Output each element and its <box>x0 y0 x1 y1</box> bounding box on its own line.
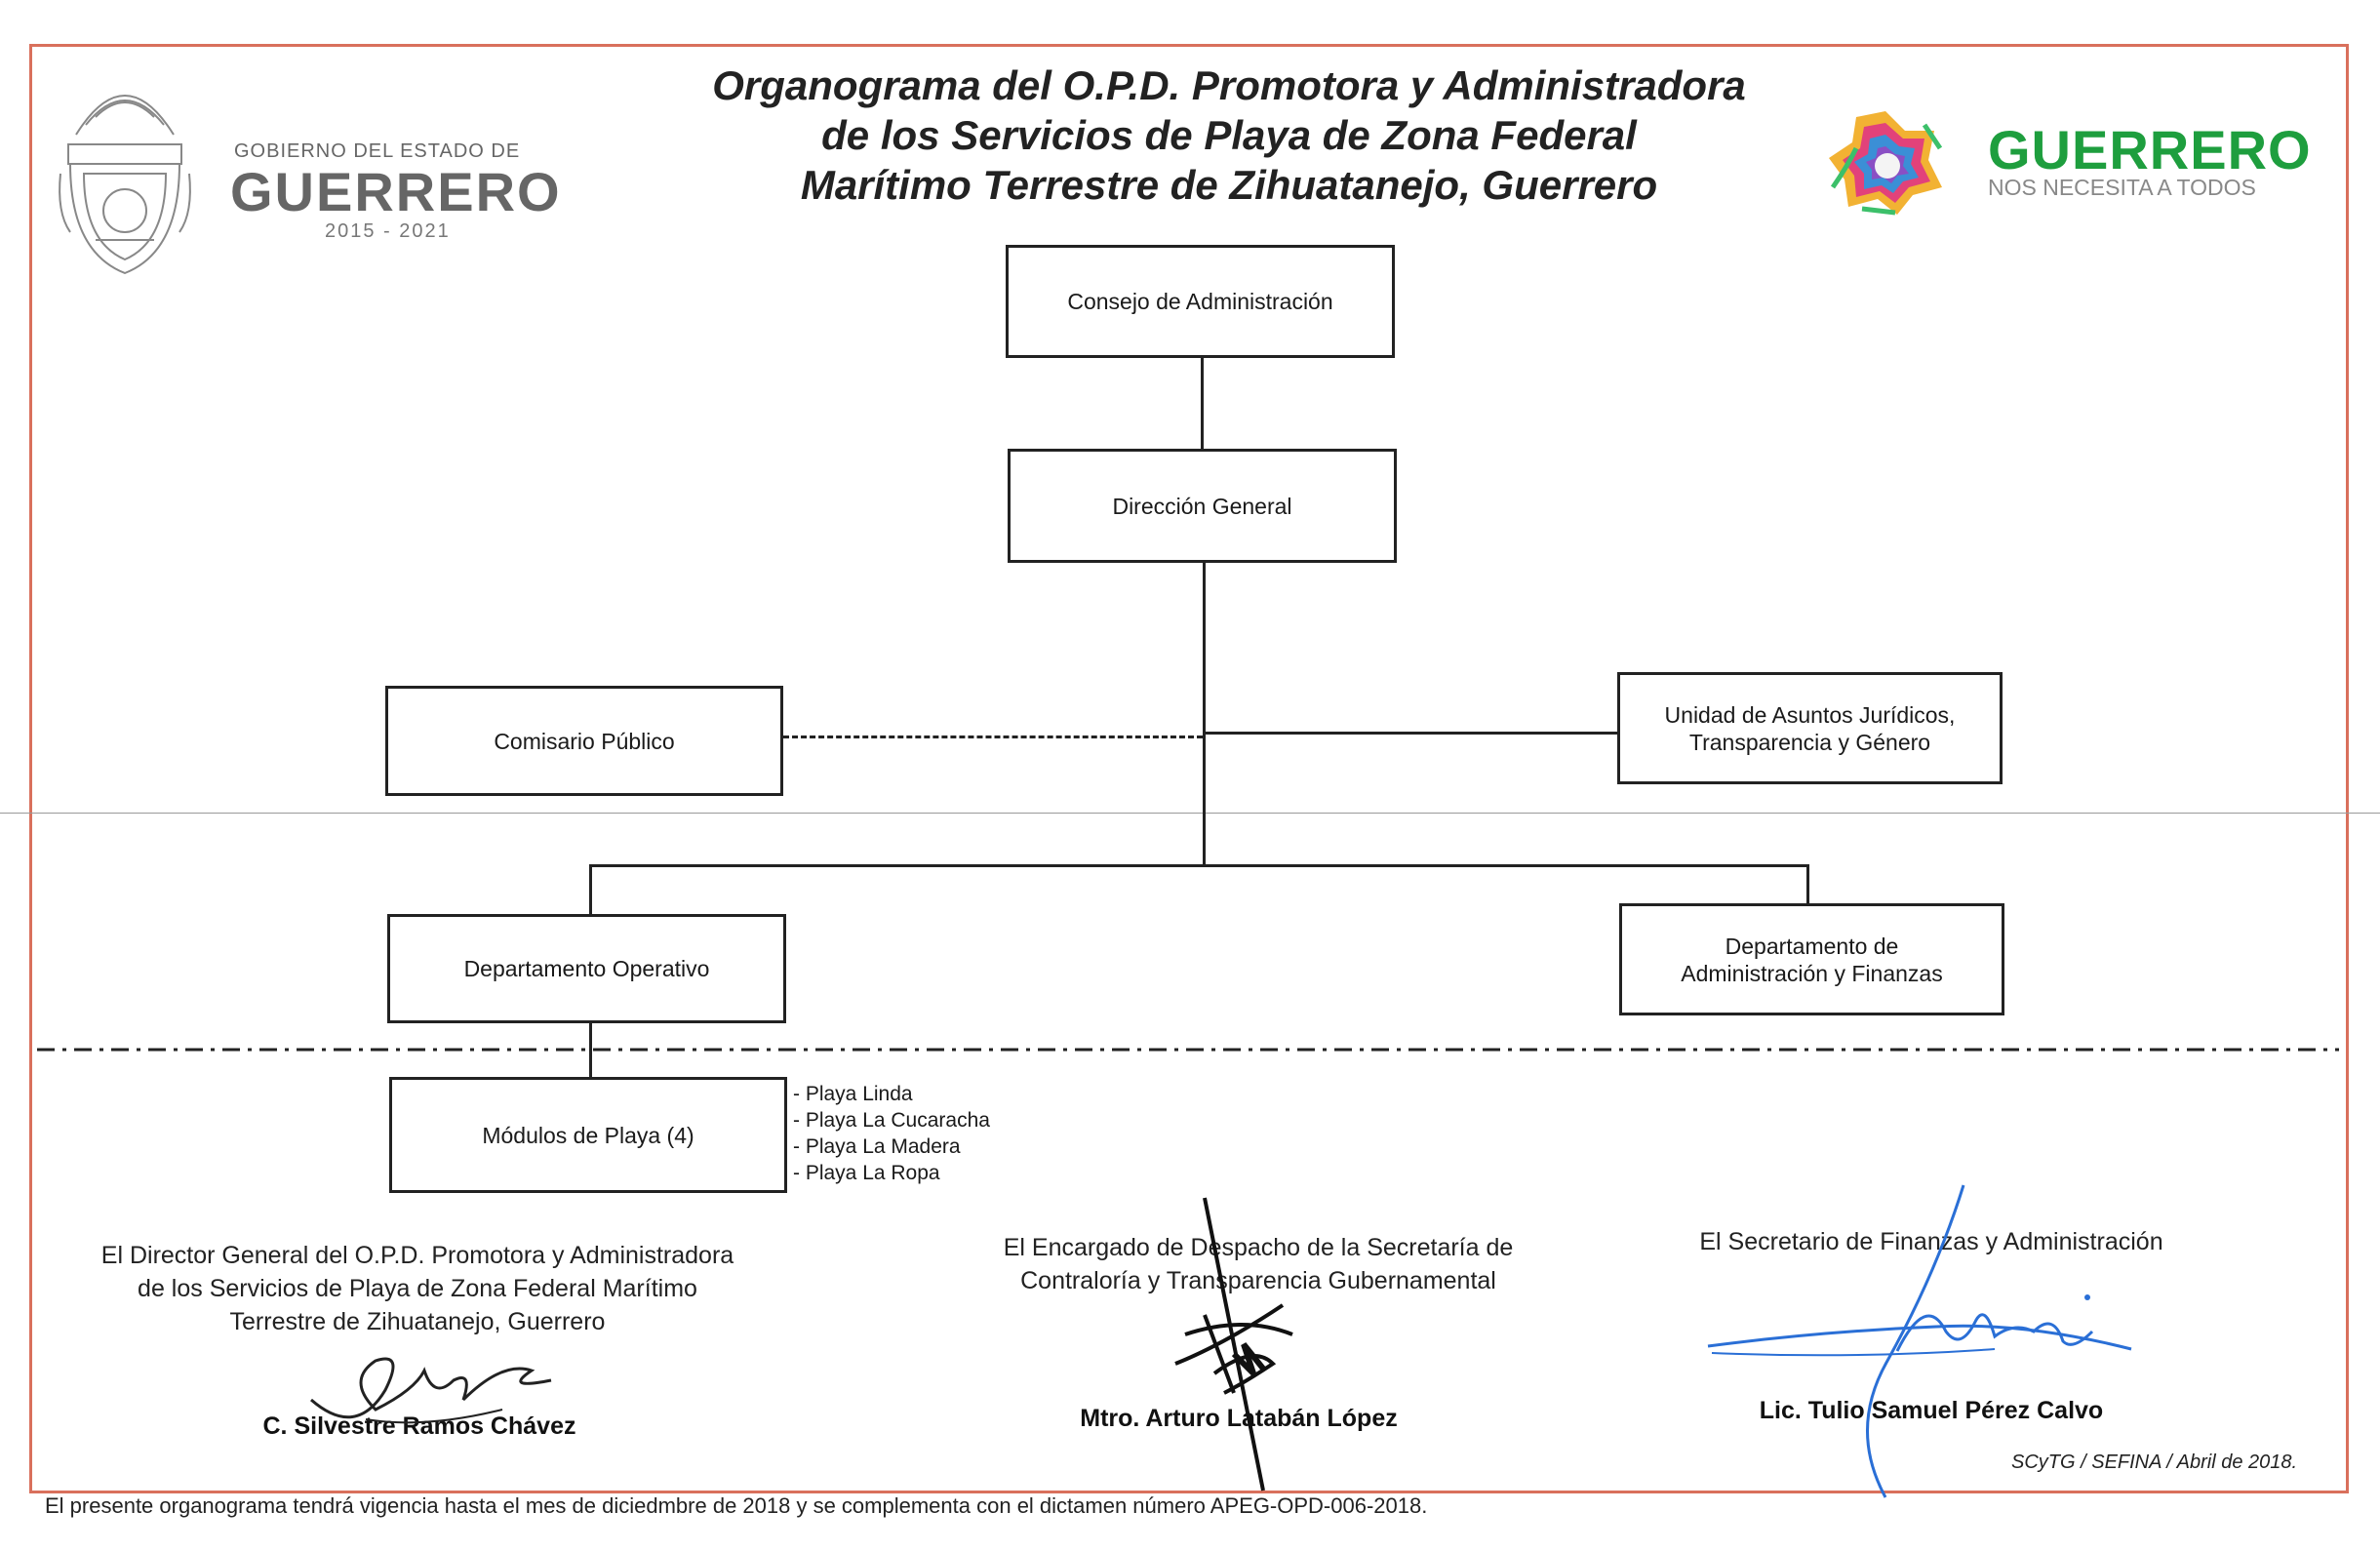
unidad-label-line-1: Unidad de Asuntos Jurídicos, <box>1664 701 1956 728</box>
guerrero-slogan: NOS NECESITA A TODOS <box>1988 175 2256 200</box>
connector-to-admin <box>1806 864 1809 905</box>
signature-left-scribble <box>307 1332 561 1439</box>
signature-center-scribble <box>1166 1198 1302 1491</box>
state-coat-of-arms <box>57 66 193 281</box>
signatory-center-name: Mtro. Arturo Latabán López <box>1080 1405 1398 1432</box>
connector-consejo-direccion <box>1201 356 1204 450</box>
beach-item: - Playa La Ropa <box>793 1162 940 1184</box>
beach-item: - Playa La Madera <box>793 1135 961 1158</box>
unidad-label-line-2: Transparencia y Género <box>1688 729 1931 755</box>
beach-item: - Playa Linda <box>793 1083 913 1105</box>
signatory-right-title-line: El Secretario de Finanzas y Administración <box>1699 1228 2163 1255</box>
beach-list <box>793 1081 990 1186</box>
modulos-label: Módulos de Playa (4) <box>482 1122 694 1148</box>
signatory-center-title-line: Contraloría y Transparencia Gubernamental <box>1020 1267 1496 1294</box>
signatory-left-title-line: de los Servicios de Playa de Zona Federal Marítimo <box>138 1275 697 1302</box>
box-consejo-administracion <box>1006 245 1395 358</box>
gov-years: 2015 - 2021 <box>325 220 451 242</box>
chart-title <box>546 60 1912 210</box>
validity-footnote: El presente organograma tendrá vigencia hasta el mes de diciedmbre de 2018 y se complementa con el dictamen número APEG-OPD-006-2018. <box>45 1493 1428 1518</box>
connector-to-unidad <box>1203 732 1619 735</box>
reference-code: SCyTG / SEFINA / Abril de 2018. <box>2011 1452 2298 1473</box>
signatory-center-title-line: El Encargado de Despacho de la Secretaría de <box>1003 1234 1514 1261</box>
guerrero-brand-name: GUERRERO <box>1988 119 2312 180</box>
signatory-left-title <box>47 1239 788 1338</box>
title-line-1: Organograma del O.P.D. Promotora y Administradora <box>712 62 1746 108</box>
box-direccion-general <box>1008 449 1397 563</box>
box-unidad-asuntos-juridicos <box>1617 672 2003 784</box>
guerrero-star-logo <box>1827 109 1944 217</box>
title-line-2: de los Servicios de Playa de Zona Federal <box>821 112 1637 158</box>
consejo-label: Consejo de Administración <box>1067 289 1333 314</box>
signatory-right-name: Lic. Tulio Samuel Pérez Calvo <box>1759 1397 2104 1424</box>
connector-direccion-trunk <box>1203 561 1206 865</box>
dashed-connector-comisario <box>783 736 1203 738</box>
connector-to-operativo <box>589 864 592 915</box>
signature-right-scribble <box>1702 1185 2151 1497</box>
beach-item: - Playa La Cucaracha <box>793 1109 990 1132</box>
admin-label-line-2: Administración y Finanzas <box>1681 960 1943 986</box>
operativo-label: Departamento Operativo <box>463 956 710 981</box>
signatory-left-title-line: El Director General del O.P.D. Promotora y Administradora <box>100 1242 734 1269</box>
dash-dot-separator <box>37 1047 2339 1053</box>
admin-label-line-1: Departamento de <box>1725 933 1899 959</box>
signatory-left-title-line: Terrestre de Zihuatanejo, Guerrero <box>229 1308 606 1335</box>
connector-departments-bar <box>589 864 1809 867</box>
box-modulos-de-playa <box>389 1077 787 1193</box>
box-departamento-administracion <box>1619 903 2004 1015</box>
box-departamento-operativo <box>387 914 786 1023</box>
gov-label-big: GUERRERO <box>230 161 562 222</box>
title-line-3: Marítimo Terrestre de Zihuatanejo, Guerrero <box>800 162 1658 208</box>
gov-label-small: GOBIERNO DEL ESTADO DE <box>234 140 521 162</box>
box-comisario-publico <box>385 686 783 796</box>
comisario-label: Comisario Público <box>494 728 675 754</box>
direccion-label: Dirección General <box>1112 493 1292 519</box>
signatory-left-name: C. Silvestre Ramos Chávez <box>262 1412 576 1440</box>
scan-fold-line <box>0 813 2380 814</box>
